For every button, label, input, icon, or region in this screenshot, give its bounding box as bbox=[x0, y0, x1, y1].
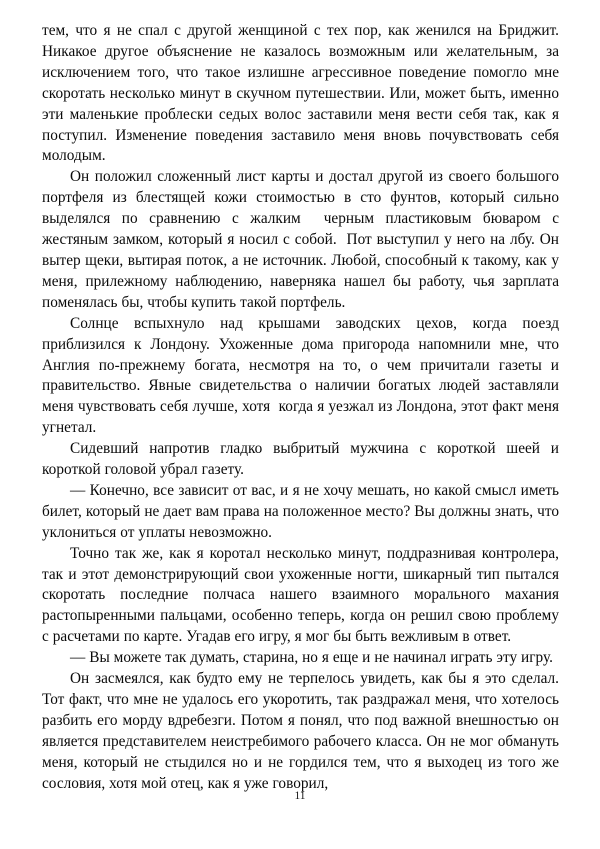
paragraph: — Конечно, все зависит от вас, и я не хочу мешать, но какой смысл иметь билет, который не дает вам права на положенное место? Вы должны знать, что уклониться от уплаты невозможно. bbox=[42, 481, 563, 541]
paragraph: Точно так же, как я коротал несколько минут, поддразнивая контролера, так и этот демонстрирующий свои ухоженные ногти, шикарный тип пытался скоротать последние полчаса нашего взаимного морального махания растопыренными пальцами, особенно теперь, когда он решил свою проблему с расчетами по карте. Угадав его игру, я мог бы быть вежливым в ответ. bbox=[42, 544, 563, 646]
paragraph: Сидевший напротив гладко выбритый мужчина с короткой шеей и короткой головой убрал газету. bbox=[42, 440, 563, 479]
paragraph: Он засмеялся, как будто ему не терпелось увидеть, как бы я это сделал. Тот факт, что мне не удалось его укоротить, так раздражал меня, что хотелось разбить его морду вдребезги. Потом я понял, что под важной внешностью он является представителем неистребимого рабочего класса. Он не мог обмануть меня, который не стыдился но и не гордился тем, что я выходец из того же сословия, хотя мой отец, как я уже говорил, bbox=[42, 670, 563, 792]
paragraph: тем, что я не спал с другой женщиной с тех пор, как женился на Бриджит. Никакое другое объяснение не казалось возможным или желательным, за исключением того, что такое излишне агрессивное поведение помогло мне скоротать несколько минут в скучном путешествии. Или, может быть, именно эти маленькие проблески седых волос заставили меня вести себя так, как я поступил. Изменение поведения заставило меня вновь почувствовать себя молодым. bbox=[42, 22, 563, 165]
page-number: 11 bbox=[294, 790, 306, 802]
paragraph: — Вы можете так думать, старина, но я еще и не начинал играть эту игру. bbox=[70, 649, 553, 667]
paragraph: Он положил сложенный лист карты и достал другой из своего большого портфеля из блестящей кожи стоимостью в сто фунтов, который сильно выделялся по сравнению с жалким черным пластиковым бюваром с жестяным замком, который я носил с собой. Пот выступил у него на лбу. Он вытер щеки, вытирая поток, а не источник. Любой, способный к такому, как у меня, прилежному наблюдению, наверняка нашел бы работу, чья зарплата поменялась бы, чтобы купить такой портфель. bbox=[42, 168, 563, 311]
paragraph: Солнце вспыхнуло над крышами заводских цехов, когда поезд приблизился к Лондону. Ухоженные дома пригорода напомнили мне, что Англия по-прежнему богата, несмотря на то, о чем причитали газеты и правительство. Явные свидетельства о наличии богатых людей заставляли меня чувствовать себя лучше, хотя когда я уезжал из Лондона, этот факт меня угнетал. bbox=[42, 314, 563, 437]
body-text-column bbox=[42, 21, 563, 795]
